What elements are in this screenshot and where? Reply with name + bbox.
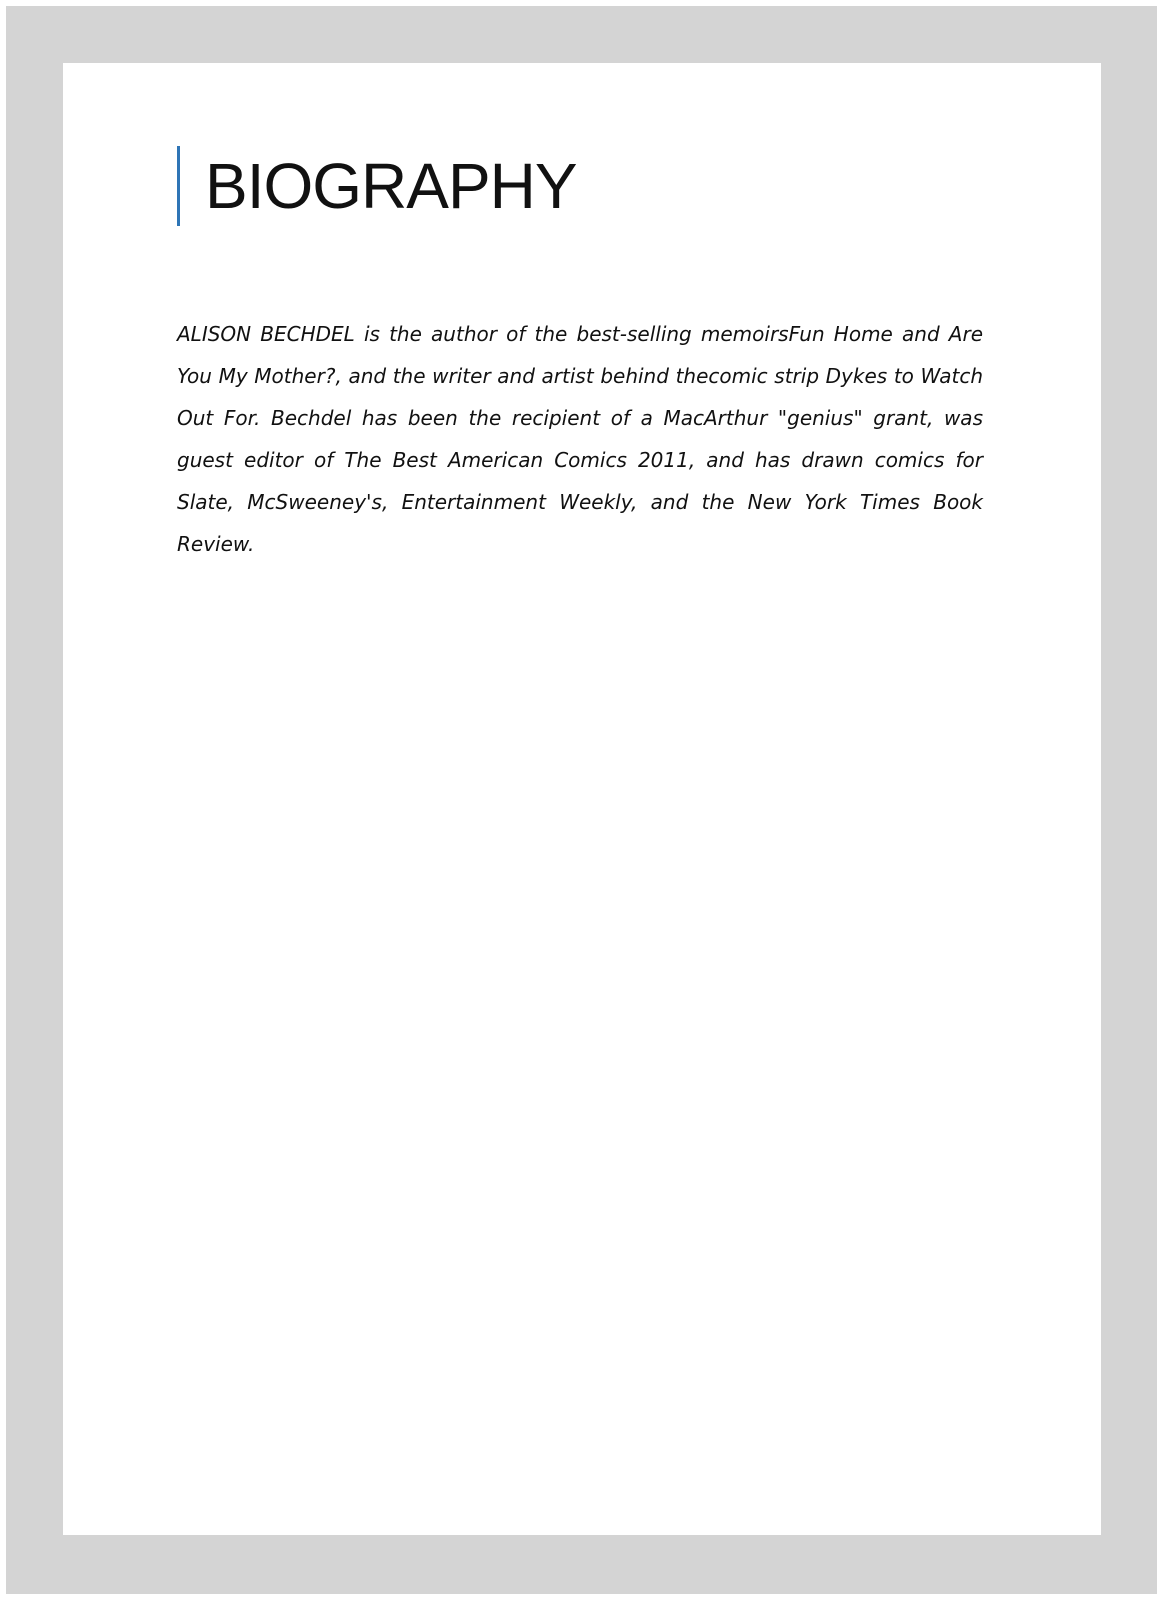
page-title: BIOGRAPHY [205,150,577,222]
bio-work-best-american-comics: The Best American Comics 2011 [344,448,689,472]
bio-work-are-you-my-mother: Are You My Mother? [177,322,984,388]
bio-work-dykes: comic strip Dykes to Watch Out For [177,364,983,430]
document-page [63,63,1101,1535]
biography-paragraph [177,313,983,565]
title-block [177,146,577,226]
bio-text-2: and [892,322,949,346]
bio-work-fun-home: Fun Home [788,322,893,346]
bio-text-4: . Bechdel has been the recipient of a MacArthur "genius" grant, was guest editor of [177,406,983,472]
bio-text-3: , and the writer and artist behind the [335,364,709,388]
bio-text-1: ALISON BECHDEL is the author of the best-selling memoirs [177,322,789,346]
page-frame [6,6,1157,1594]
bio-text-5: , and has drawn comics for Slate, McSweeney's, Entertainment Weekly, and the New York Times Book Review. [177,448,983,556]
title-accent-bar [177,146,180,226]
